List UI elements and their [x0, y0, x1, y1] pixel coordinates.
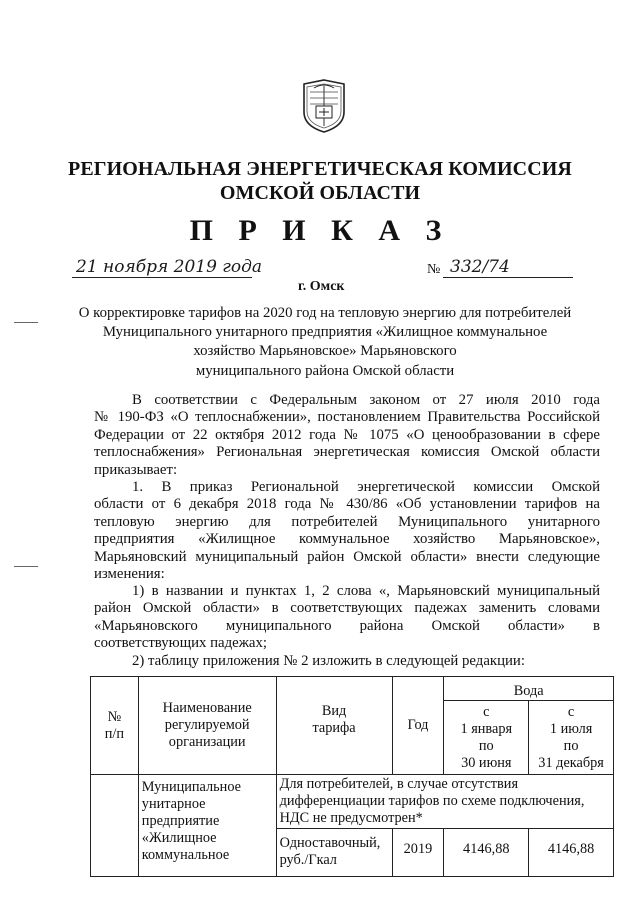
number-label: № — [427, 262, 441, 277]
order-subject — [60, 304, 590, 381]
subject-line: О корректировке тарифов на 2020 год на тепловую энергию для потребителей — [78, 305, 572, 321]
subitem-2-paragraph: 2) таблицу приложения № 2 изложить в следующей редакции: — [132, 653, 525, 669]
paragraph-line: теплоснабжения» Региональная энергетическая комиссия Омской области — [94, 444, 600, 461]
paragraph-line: Федерации от 22 октября 2012 года № 1075 «О ценообразовании в сфере — [94, 426, 600, 443]
paragraph-line: изменения: — [94, 566, 165, 583]
city: г. Омск — [298, 279, 345, 294]
coat-of-arms-icon — [300, 78, 348, 134]
document-type: П Р И К А З — [189, 214, 451, 247]
header-number: № п/п — [91, 677, 139, 775]
paragraph-line: области от 6 декабря 2018 года № 430/86 «Об установлении тарифов на — [94, 496, 600, 513]
tariff-table — [90, 676, 614, 892]
handwritten-date: 21 ноября 2019 года — [76, 257, 263, 277]
paragraph-line: 1. В приказ Региональной энергетической комиссии Омской — [132, 479, 600, 495]
value-period-2: 4146,88 — [529, 829, 614, 877]
paragraph-line: соответствующих падежах; — [94, 635, 268, 652]
organization-cell: Муниципальное унитарное предприятие «Жилищное коммунальное — [138, 775, 276, 877]
number-underline — [443, 277, 573, 278]
margin-mark — [14, 322, 38, 323]
paragraph-line: предприятия «Жилищное коммунальное хозяйство Марьяновское», — [94, 531, 600, 548]
paragraph-line: 1) в названии и пунктах 1, 2 слова «, Марьяновский муниципальный — [132, 583, 600, 599]
value-period-1: 4146,88 — [444, 829, 529, 877]
paragraph-line: «Марьяновского муниципального района Омской области» в — [94, 617, 600, 634]
paragraph-line: В соответствии с Федеральным законом от 27 июля 2010 года — [132, 392, 600, 408]
org-name-line2: ОМСКОЙ ОБЛАСТИ — [219, 182, 421, 204]
org-name-line1: РЕГИОНАЛЬНАЯ ЭНЕРГЕТИЧЕСКАЯ КОМИССИЯ — [68, 158, 572, 180]
header-period-1: с 1 января по 30 июня — [444, 701, 529, 775]
header-water: Вода — [444, 677, 614, 701]
paragraph-line: № 190-ФЗ «О теплоснабжении», постановлением Правительства Российской — [94, 409, 600, 426]
year-cell: 2019 — [392, 829, 444, 877]
paragraph-line: Марьяновский муниципальный район Омской области» внести следующие — [94, 548, 600, 565]
header-year: Год — [392, 677, 444, 775]
tariff-type-cell: Одноставочный, руб./Гкал — [276, 829, 392, 877]
consumer-note-cell: Для потребителей, в случае отсутствия дифференциации тарифов по схеме подключения, НДС не предусмотрен* — [276, 775, 613, 829]
date-underline — [72, 277, 252, 278]
row-number-cell — [91, 775, 139, 877]
item-1-paragraph — [94, 479, 600, 583]
subitem-1-paragraph — [94, 583, 600, 653]
paragraph-line: тепловую энергию для потребителей Муниципального унитарного — [94, 513, 600, 530]
header-tariff-type: Вид тарифа — [276, 677, 392, 775]
handwritten-number: 332/74 — [450, 257, 510, 277]
paragraph-line: район Омской области» в соответствующих падежах заменить словами — [94, 600, 600, 617]
subject-line: муниципального района Омской области — [195, 362, 455, 379]
subject-line: хозяйство Марьяновское» Марьяновского — [193, 343, 457, 360]
paragraph-line: приказывает: — [94, 461, 178, 478]
header-period-2: с 1 июля по 31 декабря — [529, 701, 614, 775]
preamble-paragraph — [94, 392, 600, 479]
header-organization: Наименование регулируемой организации — [138, 677, 276, 775]
margin-mark — [14, 566, 38, 567]
subject-line: Муниципального унитарного предприятия «Жилищное коммунальное — [102, 324, 548, 341]
